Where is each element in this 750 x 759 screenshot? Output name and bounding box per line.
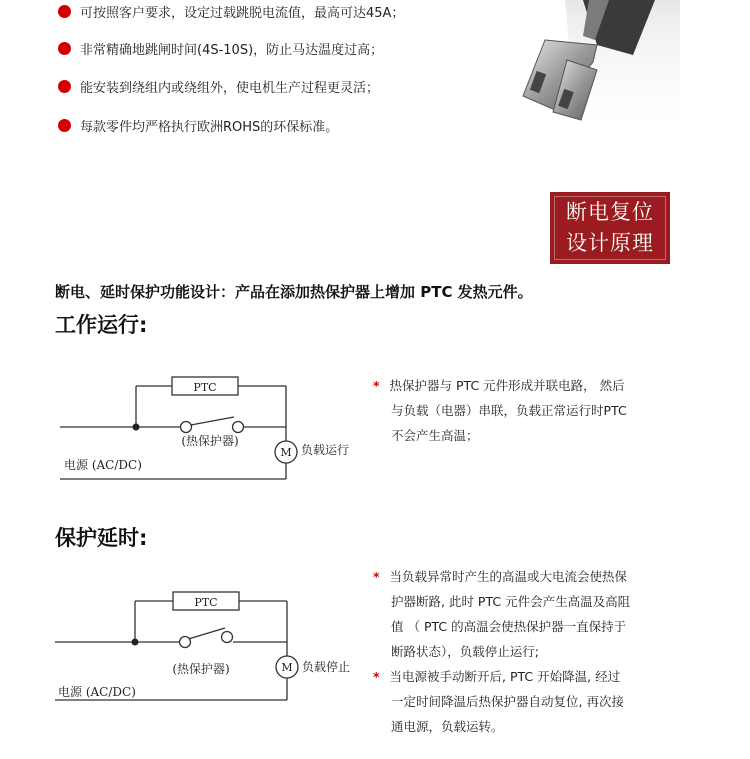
note-protect [373, 564, 673, 739]
note-line: 一定时间降温后热保护器自动复位, 再次接 [391, 694, 624, 709]
note-line: 不会产生高温； [391, 428, 479, 443]
star-icon: * [373, 378, 380, 393]
power-label: 电源 (AC/DC) [58, 685, 136, 699]
note-line: * 热保护器与 PTC 元件形成并联电路， 然后 [373, 378, 625, 393]
bullet-dot-icon [58, 80, 71, 93]
note-line: 与负载（电器）串联，负载正常运行时PTC [391, 403, 627, 418]
feature-item [58, 2, 404, 21]
circuit-diagram-running [60, 365, 370, 480]
bullet-dot-icon [58, 42, 71, 55]
badge-border [554, 196, 666, 260]
power-label: 电源 (AC/DC) [64, 458, 142, 472]
note-line: * 当负载异常时产生的高温或大电流会使热保 [373, 569, 628, 584]
ptc-label: PTC [193, 381, 217, 394]
note-line: 护器断路, 此时 PTC 元件会产生高温及高阻 [391, 594, 631, 609]
star-icon: * [373, 669, 380, 684]
badge-line1: 断电复位 [566, 200, 654, 224]
feature-item [58, 39, 383, 58]
feature-text: 每款零件均严格执行欧洲ROHS的环保标准。 [80, 120, 339, 135]
note-line: 通电源，负载运转。 [391, 719, 504, 734]
note-running [373, 373, 673, 448]
bullet-dot-icon [58, 119, 71, 132]
feature-text: 可按照客户要求，设定过载跳脱电流值，最高可达45A； [80, 6, 405, 21]
ptc-label: PTC [194, 596, 218, 609]
motor-icon: M [280, 446, 292, 459]
load-label: 负载停止 [302, 660, 351, 674]
load-label: 负载运行 [301, 443, 350, 457]
section-badge [550, 192, 670, 264]
page-headline: 断电、延时保护功能设计：产品在添加热保护器上增加 PTC 发热元件。 [55, 283, 533, 301]
bullet-dot-icon [58, 5, 71, 18]
feature-item [58, 77, 379, 96]
section-title-running: 工作运行: [55, 313, 148, 337]
badge-line2: 设计原理 [566, 231, 654, 255]
note-line: 值 （ PTC 的高温会使热保护器一直保持于 [391, 619, 627, 634]
product-image [505, 0, 680, 140]
protector-label: (热保护器) [181, 434, 239, 448]
protector-label: (热保护器) [172, 662, 230, 676]
feature-text: 能安装到绕组内或绕组外，使电机生产过程更灵活； [80, 81, 380, 96]
section-title-protect: 保护延时: [55, 526, 148, 550]
feature-text: 非常精确地跳闸时间(4S-10S)，防止马达温度过高； [80, 43, 384, 58]
note-line: * 当电源被手动断开后, PTC 开始降温, 经过 [373, 669, 621, 684]
note-line: 断路状态），负载停止运行; [391, 644, 539, 659]
motor-icon: M [281, 661, 293, 674]
circuit-diagram-protect [55, 582, 370, 702]
feature-item [58, 116, 338, 135]
star-icon: * [373, 569, 380, 584]
